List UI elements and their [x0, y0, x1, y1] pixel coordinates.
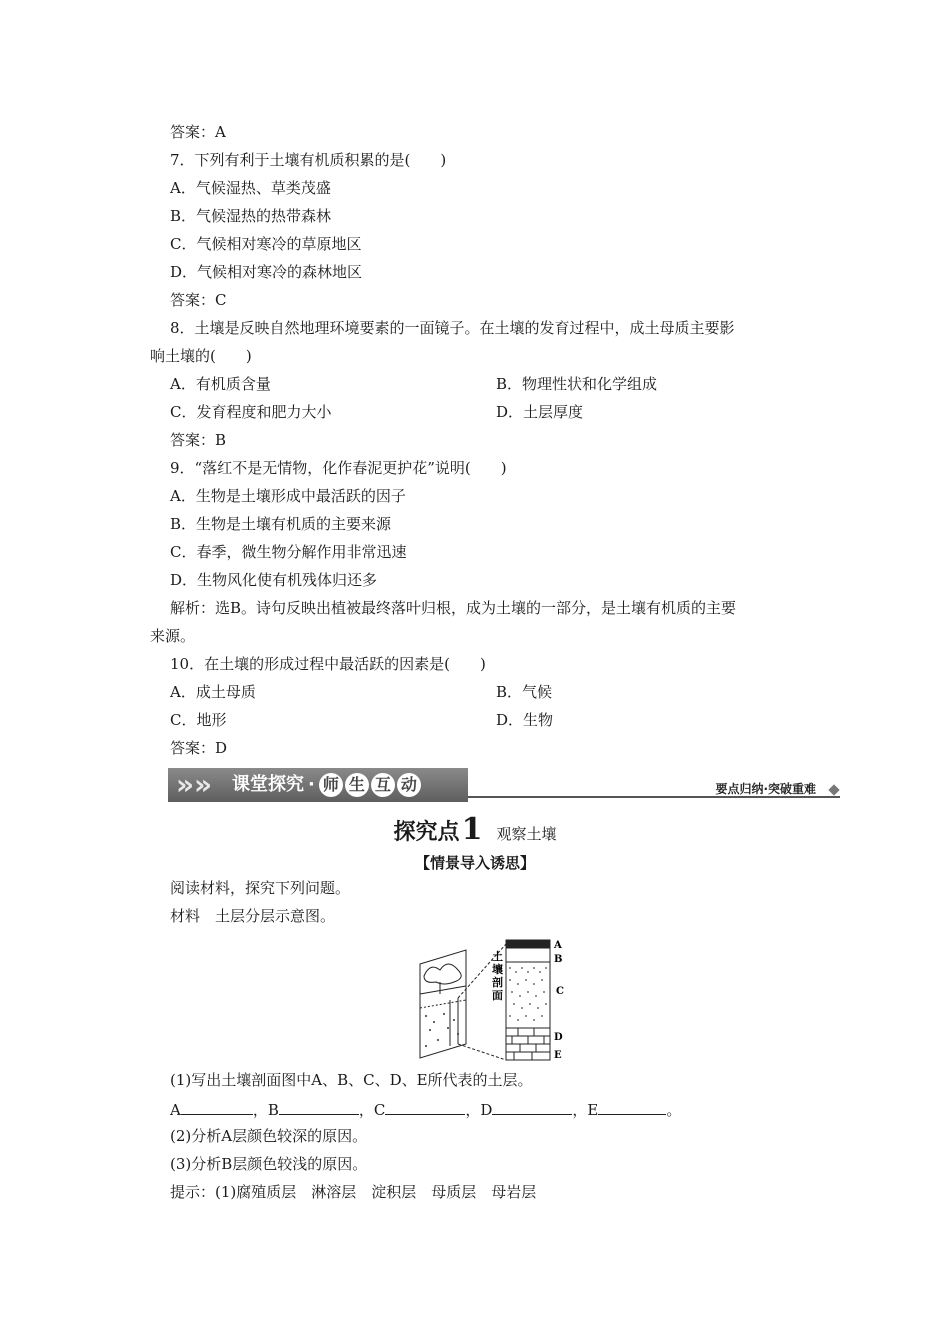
blank-a[interactable] — [181, 1098, 253, 1115]
q9-option-b: B．生物是土壤有机质的主要来源 — [170, 515, 392, 533]
section-bracket-title: 【情景导入诱思】 — [414, 854, 535, 872]
fill-letter: ，B — [252, 1101, 279, 1119]
section-heading — [0, 812, 950, 847]
fill-letter: ，D — [465, 1101, 493, 1119]
question-2: (2)分析A层颜色较深的原因。 — [170, 1127, 368, 1145]
blank-e[interactable] — [598, 1098, 666, 1115]
layer-letter: D — [554, 1032, 563, 1043]
fill-in-line — [170, 1098, 681, 1120]
q9-stem: 9．“落红不是无情物，化作春泥更护花”说明( ) — [170, 459, 507, 477]
q7-option-d: D．气候相对寒冷的森林地区 — [170, 263, 363, 281]
profile-label-char: 土 — [492, 950, 503, 963]
q10-stem: 10．在土壤的形成过程中最活跃的因素是( ) — [170, 655, 486, 673]
q8-option-c: C．发育程度和肥力大小 — [170, 403, 332, 421]
layer-letter: B — [554, 954, 563, 965]
layer-letter: C — [556, 986, 564, 997]
question-3: (3)分析B层颜色较浅的原因。 — [170, 1155, 368, 1173]
section-material: 材料 土层分层示意图。 — [170, 907, 336, 925]
blank-d[interactable] — [492, 1098, 572, 1115]
hint: 提示：(1)腐殖质层 淋溶层 淀积层 母质层 母岩层 — [170, 1183, 537, 1201]
blank-c[interactable] — [385, 1098, 465, 1115]
fill-letter: A — [170, 1101, 181, 1119]
q9-option-d: D．生物风化使有机残体归还多 — [170, 571, 378, 589]
profile-label-char: 剖 — [492, 976, 503, 989]
q7-option-b: B．气候湿热的热带森林 — [170, 207, 332, 225]
q7-option-c: C．气候相对寒冷的草原地区 — [170, 235, 362, 253]
blank-b[interactable] — [279, 1098, 359, 1115]
q6-answer: 答案：A — [170, 123, 226, 141]
q8-option-a: A．有机质含量 — [170, 375, 271, 393]
q8-stem-line2: 响土壤的( ) — [150, 347, 252, 365]
banner-title-part1: 课堂探究 — [232, 774, 304, 795]
profile-label-char: 壤 — [492, 963, 503, 976]
q9-analysis-line2: 来源。 — [150, 627, 196, 645]
banner-title-char: 生 — [345, 773, 369, 797]
soil-profile-illustration — [414, 936, 574, 1062]
banner-title-char: 师 — [319, 773, 343, 797]
q10-option-a: A．成土母质 — [170, 683, 256, 701]
section-heading-text: 探究点 — [393, 820, 460, 845]
banner-title-dot: · — [308, 774, 315, 795]
question-1: (1)写出土壤剖面图中A、B、C、D、E所代表的土层。 — [170, 1071, 533, 1089]
banner-title-char: 互 — [371, 773, 395, 797]
soil-profile-figure — [414, 936, 574, 1062]
q10-option-b: B．气候 — [496, 683, 553, 701]
banner-title-char: 动 — [397, 773, 421, 797]
diamond-icon — [828, 784, 839, 795]
banner-right-text: 要点归纳·突破重难 — [715, 782, 816, 796]
q7-answer: 答案：C — [170, 291, 227, 309]
q10-answer: 答案：D — [170, 739, 228, 757]
q8-option-b: B．物理性状和化学组成 — [496, 375, 658, 393]
q10-option-c: C．地形 — [170, 711, 227, 729]
section-intro: 阅读材料，探究下列问题。 — [170, 879, 351, 897]
fill-letter: ，C — [358, 1101, 386, 1119]
q10-option-d: D．生物 — [496, 711, 554, 729]
q7-option-a: A．气候湿热、草类茂盛 — [170, 179, 331, 197]
section-subtitle: 观察土壤 — [496, 825, 557, 843]
q7-stem: 7．下列有利于土壤有机质积累的是( ) — [170, 151, 447, 169]
profile-label-char: 面 — [492, 989, 503, 1002]
q8-answer: 答案：B — [170, 431, 227, 449]
q9-analysis-line1: 解析：选B。诗句反映出植被最终落叶归根，成为土壤的一部分，是土壤有机质的主要 — [170, 599, 737, 617]
q9-option-c: C．春季，微生物分解作用非常迅速 — [170, 543, 407, 561]
q9-option-a: A．生物是土壤形成中最活跃的因子 — [170, 487, 406, 505]
layer-letter: A — [554, 940, 562, 951]
chevron-right-icon: » — [194, 768, 213, 801]
fill-letter: ，E — [572, 1101, 599, 1119]
layer-letter: E — [554, 1050, 562, 1061]
section-banner — [168, 768, 840, 802]
q8-option-d: D．土层厚度 — [496, 403, 584, 421]
q8-stem-line1: 8．土壤是反映自然地理环境要素的一面镜子。在土壤的发育过程中，成土母质主要影 — [170, 319, 735, 337]
section-heading-number: 1 — [461, 812, 483, 847]
banner-title — [232, 772, 423, 798]
fill-end: 。 — [666, 1101, 682, 1119]
chevron-right-icon: » — [176, 768, 195, 801]
